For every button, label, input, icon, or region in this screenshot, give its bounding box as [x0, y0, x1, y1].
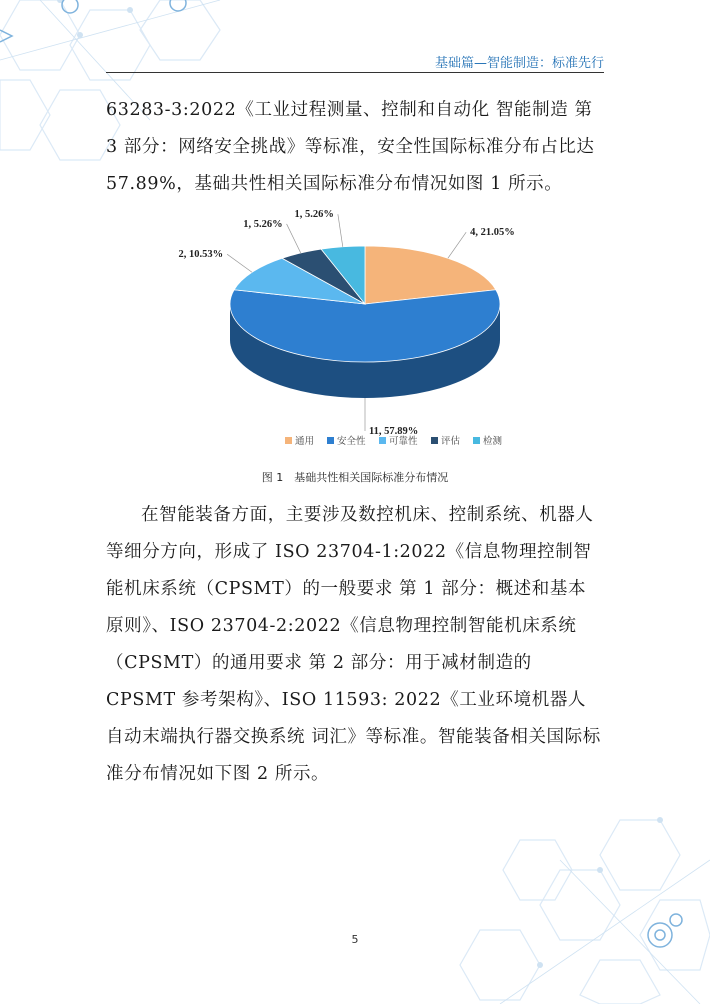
- legend-item-评估: [431, 435, 461, 447]
- legend-swatch: [379, 437, 386, 444]
- data-label-检测: 1, 5.26%: [294, 209, 334, 221]
- paragraph-safety-standards: 63283-3:2022《工业过程测量、控制和自动化 智能制造 第 3 部分：网络安全挑战》等标准，安全性国际标准分布占比达 57.89%，基础共性相关国际标准分布情况如图 1 所示。: [106, 100, 595, 194]
- legend-item-通用: [285, 436, 314, 447]
- legend-swatch: [285, 437, 292, 444]
- leader-line: [338, 214, 343, 247]
- page-number: 5: [351, 933, 359, 946]
- chart-legend: [285, 435, 503, 447]
- data-label-安全性: 11, 57.89%: [369, 426, 419, 438]
- figure-caption: 图 1 基础共性相关国际标准分布情况: [261, 471, 449, 484]
- data-label-评估: 1, 5.26%: [243, 218, 283, 230]
- leader-line: [227, 254, 252, 272]
- legend-swatch: [473, 437, 480, 444]
- data-label-通用: 4, 21.05%: [470, 227, 515, 239]
- legend-label: 通用: [295, 436, 315, 447]
- leader-line: [448, 232, 466, 258]
- paragraph-smart-equipment: 在智能装备方面，主要涉及数控机床、控制系统、机器人等细分方向，形成了 ISO 23704-1:2022《信息物理控制智能机床系统（CPSMT）的一般要求 第 1 部分：概述和基本原则》、ISO 23704-2:2022《信息物理控制智能机床系统（CPSMT）的通用要求 第 2 部分：用于减材制造的 CPSMT 参考架构》、ISO 11593: 2022《工业环境机器人 自动末端执行器交换系统 词汇》等标准。智能装备相关国际标准分布情况如下图 2 所示。: [106, 505, 601, 784]
- legend-item-检测: [473, 435, 503, 447]
- legend-swatch: [327, 437, 334, 444]
- legend-label: 安全性: [337, 436, 366, 447]
- legend-label: 可靠性: [389, 436, 418, 447]
- header-rule: [106, 72, 604, 73]
- legend-label: 评估: [441, 436, 461, 447]
- legend-swatch: [431, 437, 438, 444]
- leader-line: [287, 224, 301, 253]
- legend-item-安全性: [327, 435, 366, 447]
- pie-3d: [230, 246, 500, 398]
- network-icon: [0, 0, 186, 42]
- data-label-可靠性: 2, 10.53%: [178, 249, 224, 261]
- legend-label: 检测: [483, 436, 503, 447]
- running-header: 基础篇—智能制造：标准先行: [434, 56, 604, 71]
- pie-chart-figure-1: [160, 206, 560, 462]
